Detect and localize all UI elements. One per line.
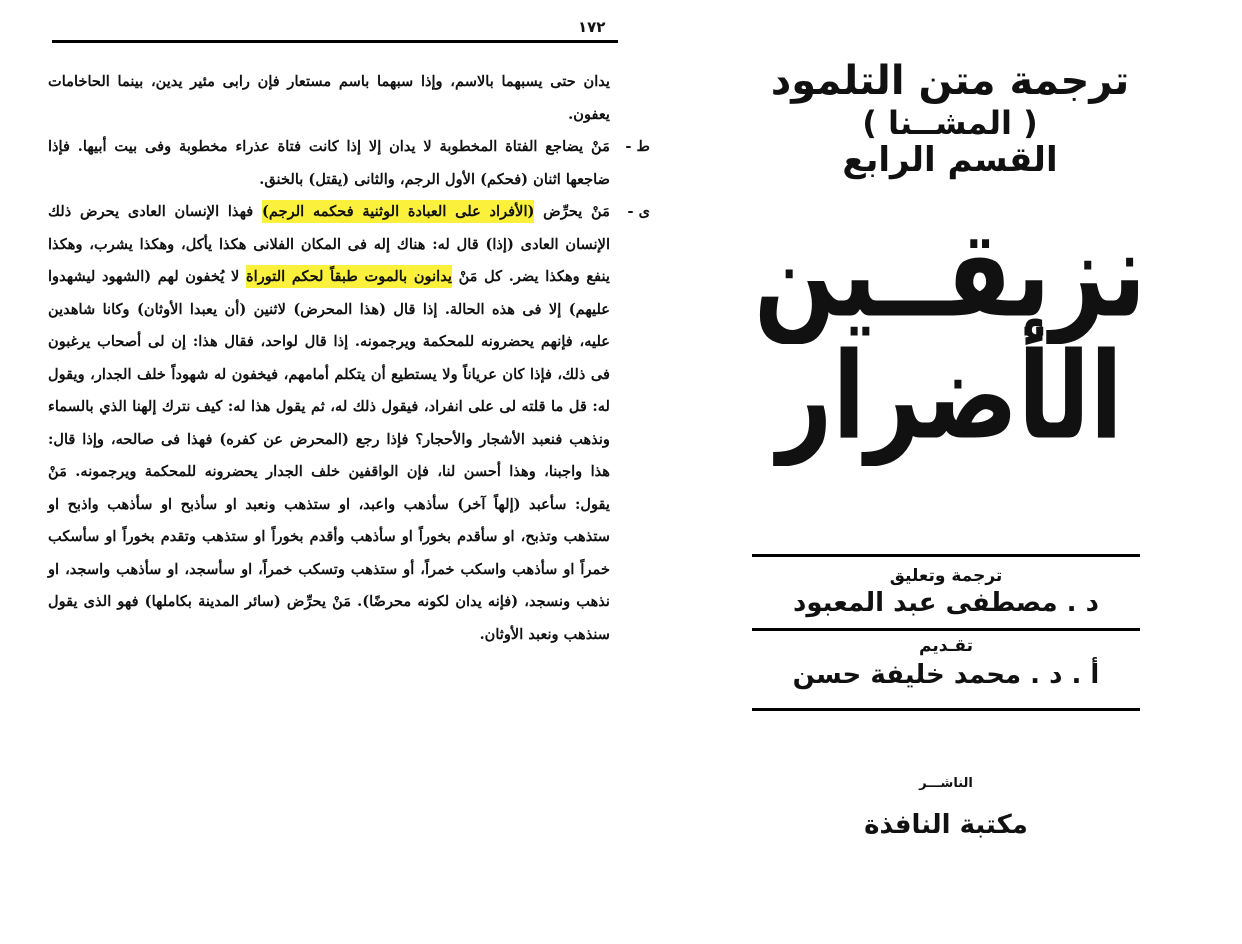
divider-top	[752, 554, 1140, 557]
item-marker: ط -	[625, 138, 650, 155]
publisher-name: مكتبة النافذة	[864, 810, 1028, 840]
paragraph-continuation	[48, 66, 610, 131]
header-rule	[52, 40, 618, 43]
divider-bottom	[752, 708, 1140, 711]
highlighted-text-1: (الأفراد على العبادة الوثنية فحكمه الرجم)	[262, 200, 534, 223]
paragraph-item-ya	[48, 196, 650, 651]
paragraph-text: يدان حتى يسبهما بالاسم، وإذا سبهما باسم مستعار فإن رابى مئير يدين، بينما الحاخامات يعفون.	[48, 73, 610, 123]
paragraph-text-start: مَنْ يحرِّض	[543, 203, 610, 220]
series-subtitle: ( المشــنا )	[862, 104, 1038, 142]
intro-label: تقـديم	[919, 636, 973, 656]
paragraph-text: مَنْ يضاجع الفتاة المخطوبة لا يدان إلا إذا كانت فتاة عذراء مخطوبة وفى بيت أبيها. فإذا ضاجعها اثنان (فحكم) الأول الرجم، والثانى (يقتل) بالخنق.	[48, 138, 610, 188]
paragraph-item-ta	[48, 131, 650, 196]
series-title: ترجمة متن التلمود	[770, 58, 1130, 104]
paragraph-text-end: لا يُخفون لهم (الشهود ليشهدوا عليهم) إلا فى هذه الحالة. إذا قال (هذا المحرض) لاثنين (أن يعبدا الأوثان) وكانا شاهدين عليه، فإنهم يحضرونه للمحكمة ويرجمونه. إذا قال لواحد، فقال هذا: إن لى أصحاب يرغبون فى ذلك، فإذا كان عرياناً ولا يستطيع أن يتكلم أمامهم، فيخفون له شهوداً خلف الجدار، ويقول له: قل ما قلته لى على انفراد، فيقول ذلك له، ثم يقول هذا له: كيف نترك إلهنا الذي بالسماء ونذهب فنعبد الأشجار والأحجار؟ فإذا رجع (المحرض عن كفره) فهذا فى صالحه، وإذا قال: هذا واجبنا، وهذا أحسن لنا، فإن الواقفين خلف الجدار يحضرونه للمحكمة ويرجمونه. مَنْ يقول: سأعبد (إلهاً آخر) سأذهب واعبد، او ستذهب ونعبد او سأذبح او سأذهب واذبح او ستذهب وتذبح، او سأقدم بخوراً او سأذهب وأقدم بخوراً او ستذهب وتقدم بخوراً او سأسكب خمراً او سأذهب واسكب خمراً، أو ستذهب وتسكب خمراً، او سأسجد، او سأذهب واسجد، او نذهب ونسجد، (فإنه يدان لكونه محرضًا). مَنْ يحرِّض (سائر المدينة بكاملها) فهو الذى يقول سنذهب ونعبد الأوثان.	[48, 268, 610, 643]
translator-name: د . مصطفى عبد المعبود	[793, 588, 1099, 618]
page-number: ١٧٢	[578, 18, 606, 36]
divider-middle	[752, 628, 1140, 631]
book-title: نزيقــين	[753, 204, 1147, 344]
title-page	[660, 0, 1242, 944]
intro-author: أ . د . محمد خليفة حسن	[792, 660, 1100, 690]
highlighted-text-2: يدانون بالموت طبقاً لحكم التوراة	[246, 265, 452, 288]
publisher-label: الناشـــر	[919, 776, 973, 791]
paragraph-text-middle: فهذا الإنسان العادى يحرض ذلك الإنسان العادى (إذا) قال له: هناك إله فى المكان الفلانى هكذا يأكل، وهكذا يشرب، وهكذا ينفع وهكذا يضر. كل مَنْ	[48, 203, 610, 285]
item-marker: ى -	[627, 203, 650, 220]
section-label: القسم الرابع	[842, 140, 1058, 180]
body-text	[48, 66, 650, 651]
translation-label: ترجمة وتعليق	[889, 566, 1003, 586]
book-subtitle: الأضرار	[777, 326, 1123, 466]
